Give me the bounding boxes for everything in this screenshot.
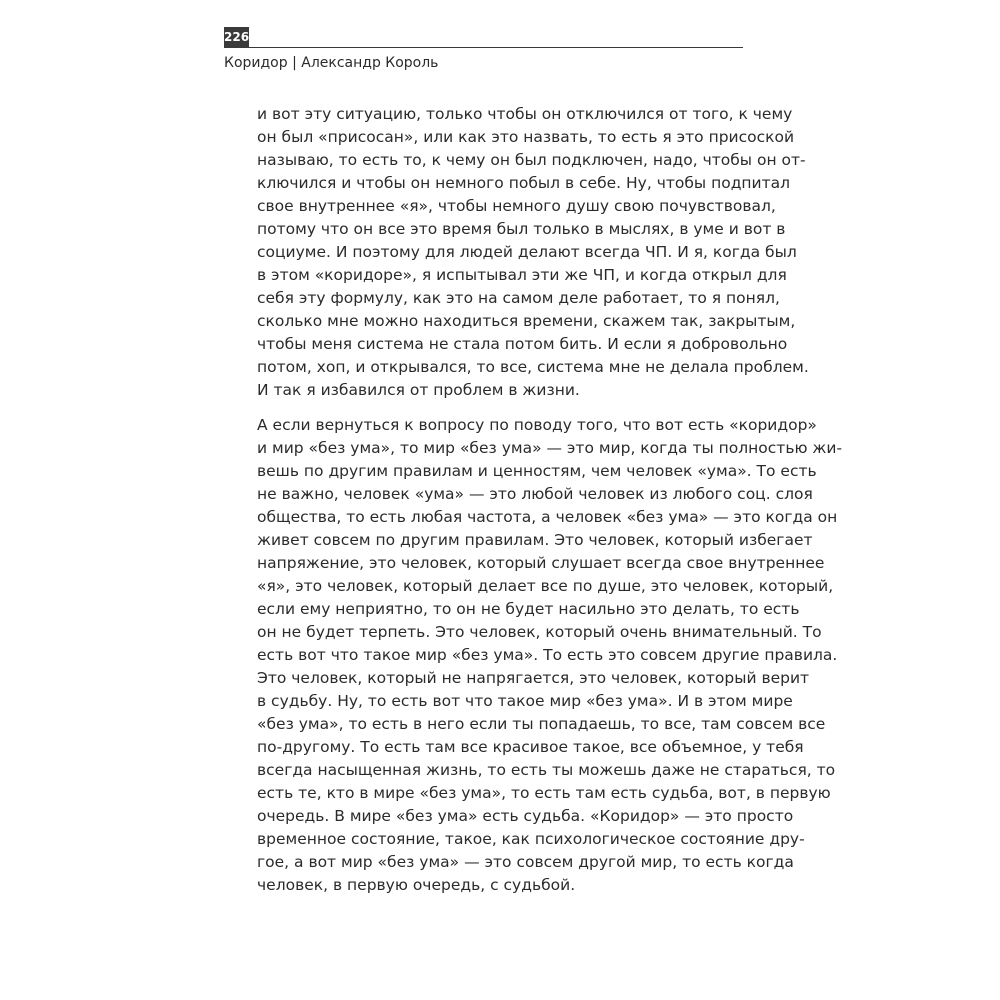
paragraph (257, 103, 809, 402)
paragraph (257, 414, 843, 897)
text-line: всегда насыщенная жизнь, то есть ты можешь даже не стараться, то (257, 761, 836, 779)
text-line: социуме. И поэтому для людей делают всегда ЧП. И я, когда был (257, 243, 797, 261)
text-line: в судьбу. Ну, то есть вот что такое мир «без ума». И в этом мире (257, 692, 793, 710)
text-line: живет совсем по другим правилам. Это человек, который избегает (257, 531, 813, 549)
text-line: по-другому. То есть там все красивое такое, все объемное, у тебя (257, 738, 804, 756)
header-rule (224, 47, 743, 48)
text-line: потому что он все это время был только в мыслях, в уме и вот в (257, 220, 786, 238)
text-line: Это человек, который не напрягается, это человек, который верит (257, 669, 810, 687)
text-line: очередь. В мире «без ума» есть судьба. «Коридор» — это просто (257, 807, 794, 825)
body-text (257, 103, 843, 909)
page-number-badge: 226 (224, 27, 249, 48)
text-line: и вот эту ситуацию, только чтобы он отключился от того, к чему (257, 105, 793, 123)
text-line: в этом «коридоре», я испытывал эти же ЧП, и когда открыл для (257, 266, 787, 284)
text-line: называю, то есть то, к чему он был подключен, надо, чтобы он от- (257, 151, 806, 169)
text-line: свое внутреннее «я», чтобы немного душу свою почувствовал, (257, 197, 776, 215)
text-line: напряжение, это человек, который слушает всегда свое внутреннее (257, 554, 825, 572)
text-line: потом, хоп, и открывался, то все, система мне не делала проблем. (257, 358, 809, 376)
text-line: ключился и чтобы он немного побыл в себе. Ну, чтобы подпитал (257, 174, 791, 192)
text-line: сколько мне можно находиться времени, скажем так, закрытым, (257, 312, 796, 330)
text-line: «я», это человек, который делает все по душе, это человек, который, (257, 577, 834, 595)
text-line: временное состояние, такое, как психологическое состояние дру- (257, 830, 805, 848)
text-line: общества, то есть любая частота, а человек «без ума» — это когда он (257, 508, 838, 526)
text-line: и мир «без ума», то мир «без ума» — это мир, когда ты полностью жи- (257, 439, 843, 457)
text-line: «без ума», то есть в него если ты попадаешь, то все, там совсем все (257, 715, 826, 733)
text-line: если ему неприятно, то он не будет насильно это делать, то есть (257, 600, 800, 618)
text-line: есть те, кто в мире «без ума», то есть там есть судьба, вот, в первую (257, 784, 831, 802)
text-line: гое, а вот мир «без ума» — это совсем другой мир, то есть когда (257, 853, 794, 871)
text-line: человек, в первую очередь, с судьбой. (257, 876, 576, 894)
text-line: А если вернуться к вопросу по поводу того, что вот есть «коридор» (257, 416, 817, 434)
text-line: вешь по другим правилам и ценностям, чем человек «ума». То есть (257, 462, 817, 480)
text-line: чтобы меня система не стала потом бить. И если я добровольно (257, 335, 788, 353)
text-line: он был «присосан», или как это назвать, то есть я это присоской (257, 128, 795, 146)
text-line: есть вот что такое мир «без ума». То есть это совсем другие правила. (257, 646, 838, 664)
text-line: И так я избавился от проблем в жизни. (257, 381, 580, 399)
running-head: Коридор | Александр Король (224, 55, 439, 71)
text-line: он не будет терпеть. Это человек, который очень внимательный. То (257, 623, 822, 641)
text-line: не важно, человек «ума» — это любой человек из любого соц. слоя (257, 485, 813, 503)
text-line: себя эту формулу, как это на самом деле работает, то я понял, (257, 289, 780, 307)
